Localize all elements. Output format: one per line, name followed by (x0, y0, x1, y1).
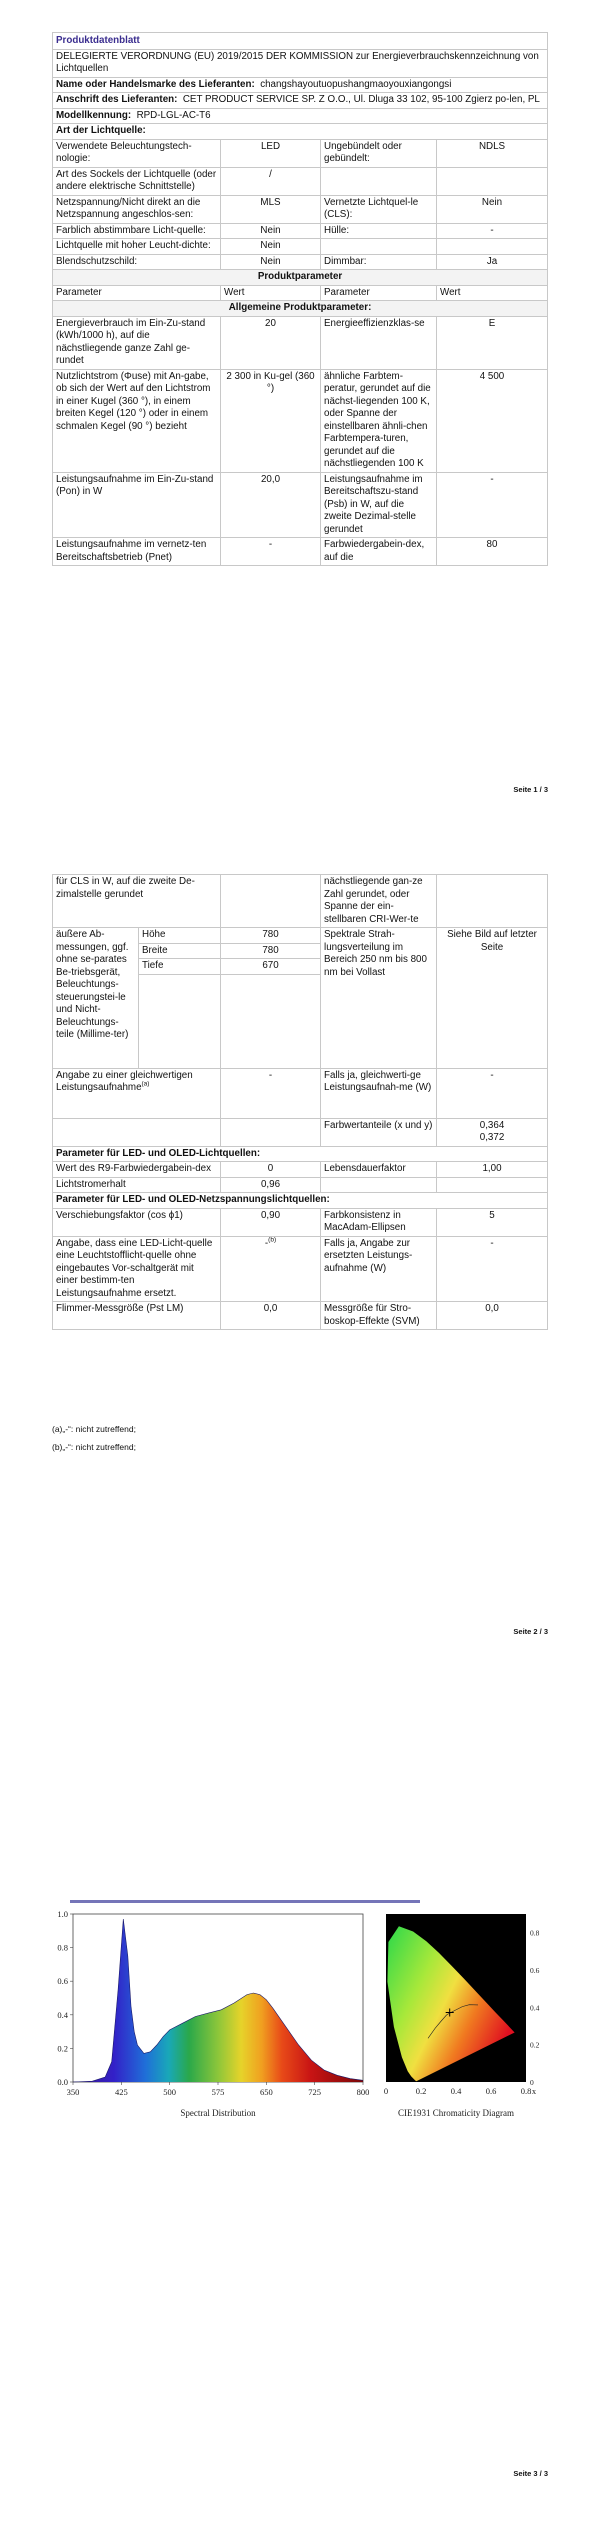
spectral-x-axis-label: Spectral Distribution (180, 2108, 256, 2118)
empty-cell (221, 1118, 321, 1146)
column-header-value: Wert (221, 285, 321, 301)
r9-value: 0 (221, 1162, 321, 1178)
supplier-address-label: Anschrift des Lieferanten: (56, 94, 178, 105)
maintenance-label: Lichtstromerhalt (53, 1177, 221, 1193)
row-label: Vernetzte Lichtquel-le (CLS): (321, 195, 437, 223)
led-params-header: Parameter für LED- und OLED-Lichtquellen: (53, 1146, 548, 1162)
page-2 (0, 874, 596, 1330)
row-label (321, 239, 437, 255)
cri-label-cont: nächstliegende gan-ze Zahl gerundet, oder Spanne der ein-stellbaren CRI-Wer-te (321, 875, 437, 928)
y-tick-label: 0.4 (57, 2009, 68, 2020)
row-value: Ja (437, 254, 548, 270)
equiv-power-footnote: (a) (141, 1080, 150, 1088)
replacement-yes-label: Falls ja, Angabe zur ersetzten Leistungs-aufnahme (W) (321, 1236, 437, 1302)
page-number-1: Seite 1 / 3 (513, 785, 548, 794)
y-tick-label: 0.8 (57, 1942, 68, 1953)
row-label: Lichtquelle mit hoher Leucht-dichte: (53, 239, 221, 255)
x-tick-label: 650 (259, 2087, 273, 2097)
param-label: Energieverbrauch im Ein-Zu-stand (kWh/1000 h), auf die nächstliegende ganze Zahl ge-rundet (53, 316, 221, 369)
replacement-yes-value: - (437, 1236, 548, 1302)
row-label: Dimmbar: (321, 254, 437, 270)
page-title: Produktdatenblatt (53, 33, 548, 50)
cie-x-axis-label: CIE1931 Chromaticity Diagram (398, 2108, 514, 2118)
cie-x-tick-label: x (531, 2086, 537, 2096)
x-tick-label: 575 (211, 2087, 225, 2097)
cie-x-tick-label: 0.2 (415, 2086, 427, 2096)
param-label: Leistungsaufnahme im vernetz-ten Bereitschaftsbetrieb (Pnet) (53, 538, 221, 566)
row-label: Farblich abstimmbare Licht-quelle: (53, 223, 221, 239)
stroboscopic-value: 0,0 (437, 1302, 548, 1330)
color-coord-y: 0,372 (479, 1132, 505, 1143)
y-tick-label: 0.6 (57, 1976, 68, 1987)
x-tick-label: 725 (308, 2087, 322, 2097)
param-value: 20 (221, 316, 321, 369)
row-label: Verwendete Beleuchtungstech-nologie: (53, 139, 221, 167)
color-coord-x: 0,364 (479, 1119, 505, 1131)
row-label: Ungebündelt oder gebündelt: (321, 139, 437, 167)
cropped-heading-line (70, 1900, 420, 1903)
param-label: Leistungsaufnahme im Bereitschaftszu-stand (Psb) in W, auf die zweite Dezimal-stelle gerundet (321, 472, 437, 538)
param-value: - (221, 538, 321, 566)
param-label: Nutzlichtstrom (Φuse) mit An-gabe, ob sich der Wert auf den Lichtstrom in einer Kugel (360 °), in einem breiten Kegel (120 °) oder in einem schmalen Kegel (90 °) bezieht (53, 369, 221, 472)
dimension-value: 780 (221, 928, 321, 944)
page-3 (0, 1900, 596, 2130)
row-value: LED (221, 139, 321, 167)
supplier-address-value: CET PRODUCT SERVICE SP. Z O.O., Ul. Dluga 33 102, 95-100 Zgierz po-len, PL (182, 94, 540, 105)
param-label: Energieeffizienzklas-se (321, 316, 437, 369)
replacement-value: - (264, 1237, 269, 1249)
color-coord-label: Farbwertanteile (x und y) (321, 1118, 437, 1146)
r9-label: Wert des R9-Farbwiedergabein-dex (53, 1162, 221, 1178)
cie-y-tick-label: 0.6 (530, 1966, 540, 1975)
row-value: Nein (221, 239, 321, 255)
cie-x-tick-label: 0.4 (450, 2086, 462, 2096)
param-value: - (437, 472, 548, 538)
row-value: Nein (437, 195, 548, 223)
shift-factor-value: 0,90 (221, 1208, 321, 1236)
row-label: Blendschutzschild: (53, 254, 221, 270)
param-value: 4 500 (437, 369, 548, 472)
light-type-header: Art der Lichtquelle: (53, 124, 548, 140)
cls-power-label-cont: für CLS in W, auf die zweite De-zimalstelle gerundet (53, 875, 221, 928)
param-value: 80 (437, 538, 548, 566)
model-label: Modellkennung: (56, 109, 132, 121)
row-label: Art des Sockels der Lichtquelle (oder andere elektrische Schnittstelle) (53, 167, 221, 195)
empty-cell (221, 974, 321, 1068)
param-label: Farbwiedergabein-dex, auf die (321, 538, 437, 566)
equiv-power-yes-value: - (437, 1068, 548, 1118)
empty-cell (221, 875, 321, 928)
row-value (437, 167, 548, 195)
maintenance-value: 0,96 (221, 1177, 321, 1193)
model-value: RPD-LGL-AC-T6 (136, 109, 211, 121)
column-header-value: Wert (437, 285, 548, 301)
dimension-value: 780 (221, 943, 321, 959)
datasheet-table-page1 (52, 32, 548, 566)
supplier-name-value: changshayoutuopushangmaoyouxiangongsi (260, 78, 452, 90)
row-value (437, 239, 548, 255)
equiv-power-label-cell (53, 1068, 221, 1118)
empty-cell (437, 875, 548, 928)
equiv-power-label: Angabe zu einer gleichwertigen Leistungsaufnahme (56, 1069, 193, 1093)
shift-factor-label: Verschiebungsfaktor (cos ϕ1) (53, 1208, 221, 1236)
cie-x-tick-label: 0.6 (485, 2086, 497, 2096)
supplier-name-row (53, 77, 548, 93)
x-tick-label: 350 (66, 2087, 80, 2097)
x-tick-label: 425 (114, 2087, 128, 2097)
row-value: Nein (221, 254, 321, 270)
x-tick-label: 800 (356, 2087, 370, 2097)
column-header-parameter: Parameter (53, 285, 221, 301)
empty-cell (53, 1118, 221, 1146)
page-number-2: Seite 2 / 3 (513, 1627, 548, 1636)
flicker-label: Flimmer-Messgröße (Pst LM) (53, 1302, 221, 1330)
replacement-footnote: (b) (268, 1236, 277, 1244)
product-params-header: Produktparameter (53, 270, 548, 286)
spectral-value: Siehe Bild auf letzter Seite (437, 928, 548, 1069)
supplier-name-label: Name oder Handelsmarke des Lieferanten: (56, 78, 255, 90)
empty-cell (139, 974, 221, 1068)
model-row (53, 108, 548, 124)
column-header-parameter: Parameter (321, 285, 437, 301)
cie-x-tick-label: 0.8 (520, 2086, 532, 2096)
spectral-label: Spektrale Strah-lungsverteilung im Bereich 250 nm bis 800 nm bei Vollast (321, 928, 437, 1069)
dimensions-label: äußere Ab-messungen, ggf. ohne se-parates Be-triebsgerät, Beleuchtungs-steuerungstei-le und Nicht-Beleuchtungs-teile (Millime-ter) (53, 928, 139, 1069)
dimension-value: 670 (221, 959, 321, 975)
row-label (321, 167, 437, 195)
param-label: Leistungsaufnahme im Ein-Zu-stand (Pon) in W (53, 472, 221, 538)
dimension-name: Tiefe (139, 959, 221, 975)
dimension-name: Höhe (139, 928, 221, 944)
replacement-label: Angabe, dass eine LED-Licht-quelle eine Leuchtstofflicht-quelle ohne eingebautes Vor-schaltgerät mit einer bestimm-ten Leistungsaufnahme ersetzt. (53, 1236, 221, 1302)
footnote-a: (a)„-“: nicht zutreffend; (52, 1424, 136, 1434)
page-number-3: Seite 3 / 3 (513, 2469, 548, 2478)
cie1931-chromaticity-chart (372, 1908, 562, 2128)
color-coord-values (437, 1118, 548, 1146)
cie-y-tick-label: 0.4 (530, 2003, 540, 2013)
row-value: MLS (221, 195, 321, 223)
cie-x-tick-label: 0 (383, 2086, 389, 2096)
general-params-header: Allgemeine Produktparameter: (53, 301, 548, 317)
row-value: Nein (221, 223, 321, 239)
lifetime-value: 1,00 (437, 1162, 548, 1178)
row-label: Hülle: (321, 223, 437, 239)
footnote-b: (b)„-“: nicht zutreffend; (52, 1442, 136, 1452)
y-tick-label: 1.0 (57, 1909, 68, 1919)
row-value: NDLS (437, 139, 548, 167)
spectral-distribution-chart (45, 1908, 375, 2128)
dimension-name: Breite (139, 943, 221, 959)
equiv-power-yes-label: Falls ja, gleichwerti-ge Leistungsaufnah-me (W) (321, 1068, 437, 1118)
flicker-value: 0,0 (221, 1302, 321, 1330)
row-value: / (221, 167, 321, 195)
page-1 (0, 32, 596, 566)
cie-y-tick-label: 0.8 (530, 1928, 540, 1938)
param-value: 2 300 in Ku-gel (360 °) (221, 369, 321, 472)
consistency-value: 5 (437, 1208, 548, 1236)
replacement-value-cell (221, 1236, 321, 1302)
supplier-address-row (53, 93, 548, 109)
param-label: ähnliche Farbtem-peratur, gerundet auf die nächst-liegenden 100 K, oder Spanne der einstellbaren ähnli-chen Farbtempera-turen, gerundet auf die nächstliegenden 100 K (321, 369, 437, 472)
x-tick-label: 500 (163, 2087, 177, 2097)
cie-y-tick-label: 0 (530, 2078, 534, 2087)
regulation-text: DELEGIERTE VERORDNUNG (EU) 2019/2015 DER KOMMISSION zur Energieverbrauchskennzeichnung von Lichtquellen (53, 49, 548, 77)
equiv-power-value: - (221, 1068, 321, 1118)
empty-cell (437, 1177, 548, 1193)
y-tick-label: 0.0 (57, 2077, 68, 2087)
row-value: - (437, 223, 548, 239)
row-label: Netzspannung/Nicht direkt an die Netzspannung angeschlos-sen: (53, 195, 221, 223)
param-value: 20,0 (221, 472, 321, 538)
y-tick-label: 0.2 (57, 2043, 68, 2054)
mains-params-header: Parameter für LED- und OLED-Netzspannungslichtquellen: (53, 1193, 548, 1209)
param-value: E (437, 316, 548, 369)
empty-cell (321, 1177, 437, 1193)
lifetime-label: Lebensdauerfaktor (321, 1162, 437, 1178)
stroboscopic-label: Messgröße für Stro-boskop-Effekte (SVM) (321, 1302, 437, 1330)
consistency-label: Farbkonsistenz in MacAdam-Ellipsen (321, 1208, 437, 1236)
datasheet-table-page2 (52, 874, 548, 1330)
cie-y-tick-label: 0.2 (530, 2040, 540, 2050)
